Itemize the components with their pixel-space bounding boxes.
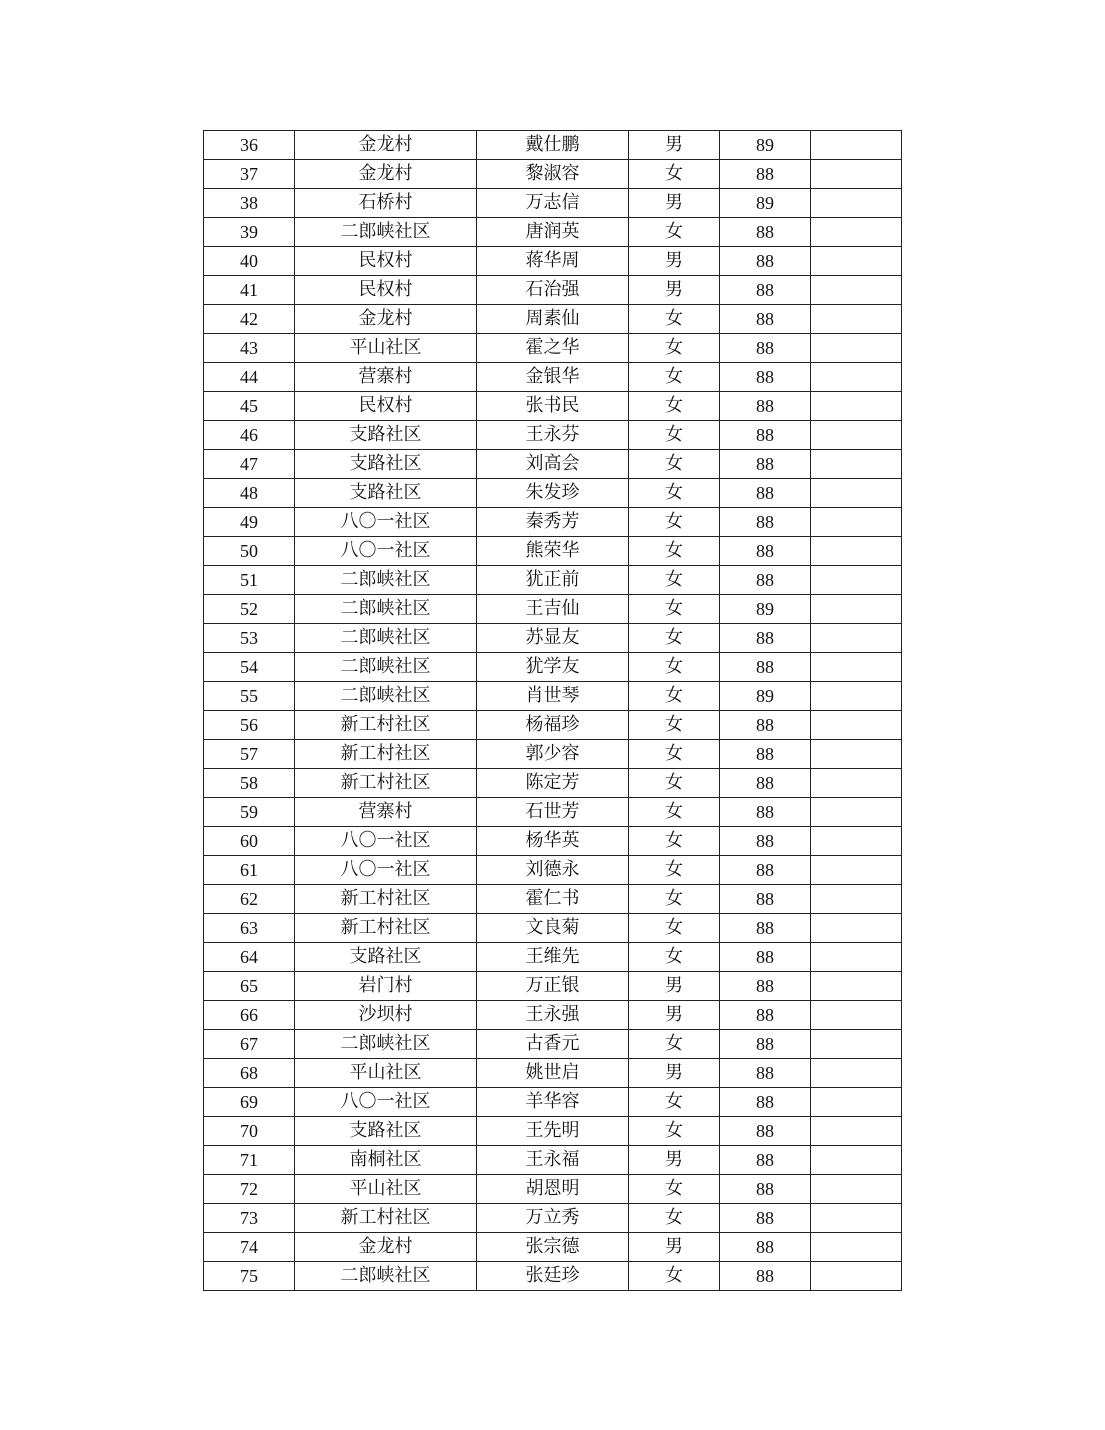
remark-cell [811, 160, 902, 189]
person-name-cell: 王永福 [477, 1146, 629, 1175]
score-cell: 88 [720, 1001, 811, 1030]
person-name-cell: 霍仁书 [477, 885, 629, 914]
score-cell: 88 [720, 1030, 811, 1059]
gender-cell: 男 [629, 189, 720, 218]
table-row [204, 160, 902, 189]
gender-cell: 女 [629, 798, 720, 827]
community-cell: 民权村 [295, 392, 477, 421]
person-name-cell: 王维先 [477, 943, 629, 972]
score-cell: 88 [720, 392, 811, 421]
score-cell: 88 [720, 1117, 811, 1146]
person-name-cell: 熊荣华 [477, 537, 629, 566]
table-row [204, 421, 902, 450]
remark-cell [811, 856, 902, 885]
table-row [204, 276, 902, 305]
sequence-number-cell: 47 [204, 450, 295, 479]
table-row [204, 363, 902, 392]
remark-cell [811, 943, 902, 972]
person-name-cell: 胡恩明 [477, 1175, 629, 1204]
person-name-cell: 王吉仙 [477, 595, 629, 624]
score-cell: 88 [720, 421, 811, 450]
table-row [204, 131, 902, 160]
person-name-cell: 金银华 [477, 363, 629, 392]
sequence-number-cell: 52 [204, 595, 295, 624]
score-cell: 88 [720, 1262, 811, 1291]
person-name-cell: 羊华容 [477, 1088, 629, 1117]
sequence-number-cell: 69 [204, 1088, 295, 1117]
gender-cell: 女 [629, 1262, 720, 1291]
remark-cell [811, 131, 902, 160]
person-name-cell: 万正银 [477, 972, 629, 1001]
table-row [204, 624, 902, 653]
table-row [204, 305, 902, 334]
person-name-cell: 万立秀 [477, 1204, 629, 1233]
community-cell: 八〇一社区 [295, 537, 477, 566]
person-name-cell: 刘高会 [477, 450, 629, 479]
gender-cell: 男 [629, 1001, 720, 1030]
score-cell: 88 [720, 1059, 811, 1088]
sequence-number-cell: 53 [204, 624, 295, 653]
person-name-cell: 犹学友 [477, 653, 629, 682]
remark-cell [811, 363, 902, 392]
gender-cell: 女 [629, 624, 720, 653]
table-row [204, 1262, 902, 1291]
table-row [204, 247, 902, 276]
table-row [204, 798, 902, 827]
remark-cell [811, 1146, 902, 1175]
score-cell: 88 [720, 798, 811, 827]
remark-cell [811, 247, 902, 276]
community-cell: 新工村社区 [295, 914, 477, 943]
score-cell: 88 [720, 769, 811, 798]
table-row [204, 334, 902, 363]
sequence-number-cell: 56 [204, 711, 295, 740]
remark-cell [811, 711, 902, 740]
sequence-number-cell: 64 [204, 943, 295, 972]
table-row [204, 1204, 902, 1233]
sequence-number-cell: 72 [204, 1175, 295, 1204]
sequence-number-cell: 55 [204, 682, 295, 711]
sequence-number-cell: 45 [204, 392, 295, 421]
person-name-cell: 姚世启 [477, 1059, 629, 1088]
person-name-cell: 犹正前 [477, 566, 629, 595]
gender-cell: 女 [629, 392, 720, 421]
table-row [204, 595, 902, 624]
community-cell: 新工村社区 [295, 769, 477, 798]
community-cell: 民权村 [295, 276, 477, 305]
gender-cell: 男 [629, 247, 720, 276]
score-cell: 88 [720, 479, 811, 508]
person-name-cell: 王永芬 [477, 421, 629, 450]
sequence-number-cell: 62 [204, 885, 295, 914]
sequence-number-cell: 48 [204, 479, 295, 508]
table-row [204, 914, 902, 943]
person-name-cell: 杨福珍 [477, 711, 629, 740]
score-cell: 88 [720, 1088, 811, 1117]
sequence-number-cell: 74 [204, 1233, 295, 1262]
gender-cell: 女 [629, 1175, 720, 1204]
sequence-number-cell: 43 [204, 334, 295, 363]
person-name-cell: 石世芳 [477, 798, 629, 827]
gender-cell: 女 [629, 479, 720, 508]
person-name-cell: 蒋华周 [477, 247, 629, 276]
person-name-cell: 万志信 [477, 189, 629, 218]
gender-cell: 男 [629, 276, 720, 305]
gender-cell: 女 [629, 566, 720, 595]
table-row [204, 885, 902, 914]
remark-cell [811, 421, 902, 450]
community-cell: 支路社区 [295, 421, 477, 450]
community-cell: 新工村社区 [295, 740, 477, 769]
sequence-number-cell: 38 [204, 189, 295, 218]
score-cell: 88 [720, 1175, 811, 1204]
score-cell: 89 [720, 682, 811, 711]
remark-cell [811, 1175, 902, 1204]
gender-cell: 女 [629, 595, 720, 624]
remark-cell [811, 885, 902, 914]
table-row [204, 1059, 902, 1088]
gender-cell: 女 [629, 769, 720, 798]
gender-cell: 男 [629, 1233, 720, 1262]
community-cell: 南桐社区 [295, 1146, 477, 1175]
remark-cell [811, 827, 902, 856]
sequence-number-cell: 54 [204, 653, 295, 682]
remark-cell [811, 914, 902, 943]
score-cell: 89 [720, 595, 811, 624]
person-name-cell: 霍之华 [477, 334, 629, 363]
sequence-number-cell: 51 [204, 566, 295, 595]
remark-cell [811, 1088, 902, 1117]
score-cell: 88 [720, 276, 811, 305]
remark-cell [811, 450, 902, 479]
community-cell: 支路社区 [295, 1117, 477, 1146]
community-cell: 平山社区 [295, 334, 477, 363]
community-cell: 营寨村 [295, 798, 477, 827]
remark-cell [811, 508, 902, 537]
table-row [204, 1030, 902, 1059]
table-row [204, 653, 902, 682]
person-name-cell: 唐润英 [477, 218, 629, 247]
remark-cell [811, 1233, 902, 1262]
score-cell: 88 [720, 160, 811, 189]
score-cell: 88 [720, 624, 811, 653]
community-cell: 八〇一社区 [295, 856, 477, 885]
sequence-number-cell: 63 [204, 914, 295, 943]
community-cell: 二郎峡社区 [295, 1262, 477, 1291]
sequence-number-cell: 42 [204, 305, 295, 334]
sequence-number-cell: 59 [204, 798, 295, 827]
remark-cell [811, 682, 902, 711]
sequence-number-cell: 65 [204, 972, 295, 1001]
sequence-number-cell: 57 [204, 740, 295, 769]
table-row [204, 740, 902, 769]
person-name-cell: 王先明 [477, 1117, 629, 1146]
remark-cell [811, 1262, 902, 1291]
score-cell: 88 [720, 740, 811, 769]
sequence-number-cell: 40 [204, 247, 295, 276]
gender-cell: 女 [629, 334, 720, 363]
remark-cell [811, 624, 902, 653]
gender-cell: 女 [629, 537, 720, 566]
community-cell: 石桥村 [295, 189, 477, 218]
gender-cell: 男 [629, 1059, 720, 1088]
table-row [204, 189, 902, 218]
person-name-cell: 苏显友 [477, 624, 629, 653]
table-row [204, 392, 902, 421]
community-cell: 二郎峡社区 [295, 653, 477, 682]
gender-cell: 男 [629, 131, 720, 160]
person-name-cell: 张廷珍 [477, 1262, 629, 1291]
gender-cell: 女 [629, 1204, 720, 1233]
score-cell: 88 [720, 334, 811, 363]
community-cell: 二郎峡社区 [295, 624, 477, 653]
score-cell: 88 [720, 1233, 811, 1262]
gender-cell: 女 [629, 160, 720, 189]
table-row [204, 566, 902, 595]
gender-cell: 女 [629, 711, 720, 740]
remark-cell [811, 218, 902, 247]
gender-cell: 男 [629, 972, 720, 1001]
gender-cell: 女 [629, 914, 720, 943]
sequence-number-cell: 46 [204, 421, 295, 450]
remark-cell [811, 798, 902, 827]
sequence-number-cell: 49 [204, 508, 295, 537]
roster-table [203, 130, 902, 1291]
table-row [204, 479, 902, 508]
table-row [204, 1175, 902, 1204]
remark-cell [811, 537, 902, 566]
remark-cell [811, 479, 902, 508]
score-cell: 88 [720, 450, 811, 479]
person-name-cell: 张书民 [477, 392, 629, 421]
community-cell: 八〇一社区 [295, 827, 477, 856]
remark-cell [811, 653, 902, 682]
table-row [204, 711, 902, 740]
community-cell: 二郎峡社区 [295, 1030, 477, 1059]
gender-cell: 女 [629, 450, 720, 479]
table-row [204, 972, 902, 1001]
person-name-cell: 古香元 [477, 1030, 629, 1059]
score-cell: 89 [720, 189, 811, 218]
sequence-number-cell: 66 [204, 1001, 295, 1030]
community-cell: 新工村社区 [295, 885, 477, 914]
remark-cell [811, 276, 902, 305]
person-name-cell: 文良菊 [477, 914, 629, 943]
score-cell: 88 [720, 856, 811, 885]
remark-cell [811, 595, 902, 624]
gender-cell: 女 [629, 305, 720, 334]
table-row [204, 218, 902, 247]
community-cell: 金龙村 [295, 131, 477, 160]
roster-table-body [204, 131, 902, 1291]
community-cell: 二郎峡社区 [295, 595, 477, 624]
sequence-number-cell: 39 [204, 218, 295, 247]
score-cell: 89 [720, 131, 811, 160]
score-cell: 88 [720, 914, 811, 943]
gender-cell: 女 [629, 1117, 720, 1146]
gender-cell: 女 [629, 827, 720, 856]
table-row [204, 508, 902, 537]
community-cell: 新工村社区 [295, 1204, 477, 1233]
table-row [204, 769, 902, 798]
person-name-cell: 石治强 [477, 276, 629, 305]
person-name-cell: 周素仙 [477, 305, 629, 334]
community-cell: 金龙村 [295, 1233, 477, 1262]
community-cell: 新工村社区 [295, 711, 477, 740]
community-cell: 八〇一社区 [295, 1088, 477, 1117]
sequence-number-cell: 58 [204, 769, 295, 798]
table-row [204, 856, 902, 885]
remark-cell [811, 1059, 902, 1088]
sequence-number-cell: 70 [204, 1117, 295, 1146]
table-row [204, 1146, 902, 1175]
score-cell: 88 [720, 363, 811, 392]
remark-cell [811, 769, 902, 798]
remark-cell [811, 566, 902, 595]
sequence-number-cell: 73 [204, 1204, 295, 1233]
score-cell: 88 [720, 711, 811, 740]
community-cell: 二郎峡社区 [295, 682, 477, 711]
remark-cell [811, 305, 902, 334]
sequence-number-cell: 61 [204, 856, 295, 885]
community-cell: 岩门村 [295, 972, 477, 1001]
table-row [204, 1233, 902, 1262]
score-cell: 88 [720, 566, 811, 595]
gender-cell: 男 [629, 1146, 720, 1175]
person-name-cell: 郭少容 [477, 740, 629, 769]
sequence-number-cell: 71 [204, 1146, 295, 1175]
gender-cell: 女 [629, 740, 720, 769]
sequence-number-cell: 50 [204, 537, 295, 566]
remark-cell [811, 392, 902, 421]
community-cell: 金龙村 [295, 305, 477, 334]
score-cell: 88 [720, 508, 811, 537]
sequence-number-cell: 75 [204, 1262, 295, 1291]
score-cell: 88 [720, 218, 811, 247]
gender-cell: 女 [629, 653, 720, 682]
community-cell: 支路社区 [295, 943, 477, 972]
score-cell: 88 [720, 943, 811, 972]
gender-cell: 女 [629, 1030, 720, 1059]
gender-cell: 女 [629, 1088, 720, 1117]
remark-cell [811, 1001, 902, 1030]
score-cell: 88 [720, 885, 811, 914]
table-row [204, 1088, 902, 1117]
remark-cell [811, 740, 902, 769]
score-cell: 88 [720, 653, 811, 682]
community-cell: 民权村 [295, 247, 477, 276]
table-row [204, 1117, 902, 1146]
remark-cell [811, 334, 902, 363]
table-row [204, 827, 902, 856]
score-cell: 88 [720, 247, 811, 276]
person-name-cell: 刘德永 [477, 856, 629, 885]
person-name-cell: 黎淑容 [477, 160, 629, 189]
community-cell: 金龙村 [295, 160, 477, 189]
remark-cell [811, 189, 902, 218]
gender-cell: 女 [629, 682, 720, 711]
community-cell: 二郎峡社区 [295, 566, 477, 595]
person-name-cell: 张宗德 [477, 1233, 629, 1262]
remark-cell [811, 972, 902, 1001]
community-cell: 八〇一社区 [295, 508, 477, 537]
gender-cell: 女 [629, 508, 720, 537]
community-cell: 二郎峡社区 [295, 218, 477, 247]
gender-cell: 女 [629, 856, 720, 885]
community-cell: 平山社区 [295, 1059, 477, 1088]
person-name-cell: 秦秀芳 [477, 508, 629, 537]
gender-cell: 女 [629, 218, 720, 247]
sequence-number-cell: 67 [204, 1030, 295, 1059]
community-cell: 支路社区 [295, 450, 477, 479]
score-cell: 88 [720, 1146, 811, 1175]
person-name-cell: 肖世琴 [477, 682, 629, 711]
sequence-number-cell: 36 [204, 131, 295, 160]
remark-cell [811, 1204, 902, 1233]
table-row [204, 943, 902, 972]
score-cell: 88 [720, 537, 811, 566]
community-cell: 支路社区 [295, 479, 477, 508]
table-row [204, 537, 902, 566]
table-row [204, 1001, 902, 1030]
table-row [204, 450, 902, 479]
score-cell: 88 [720, 972, 811, 1001]
community-cell: 营寨村 [295, 363, 477, 392]
score-cell: 88 [720, 827, 811, 856]
remark-cell [811, 1117, 902, 1146]
person-name-cell: 戴仕鹏 [477, 131, 629, 160]
sequence-number-cell: 44 [204, 363, 295, 392]
person-name-cell: 杨华英 [477, 827, 629, 856]
person-name-cell: 陈定芳 [477, 769, 629, 798]
table-row [204, 682, 902, 711]
community-cell: 沙坝村 [295, 1001, 477, 1030]
community-cell: 平山社区 [295, 1175, 477, 1204]
person-name-cell: 王永强 [477, 1001, 629, 1030]
person-name-cell: 朱发珍 [477, 479, 629, 508]
score-cell: 88 [720, 1204, 811, 1233]
gender-cell: 女 [629, 943, 720, 972]
sequence-number-cell: 68 [204, 1059, 295, 1088]
score-cell: 88 [720, 305, 811, 334]
sequence-number-cell: 41 [204, 276, 295, 305]
gender-cell: 女 [629, 885, 720, 914]
gender-cell: 女 [629, 363, 720, 392]
gender-cell: 女 [629, 421, 720, 450]
remark-cell [811, 1030, 902, 1059]
sequence-number-cell: 37 [204, 160, 295, 189]
sequence-number-cell: 60 [204, 827, 295, 856]
